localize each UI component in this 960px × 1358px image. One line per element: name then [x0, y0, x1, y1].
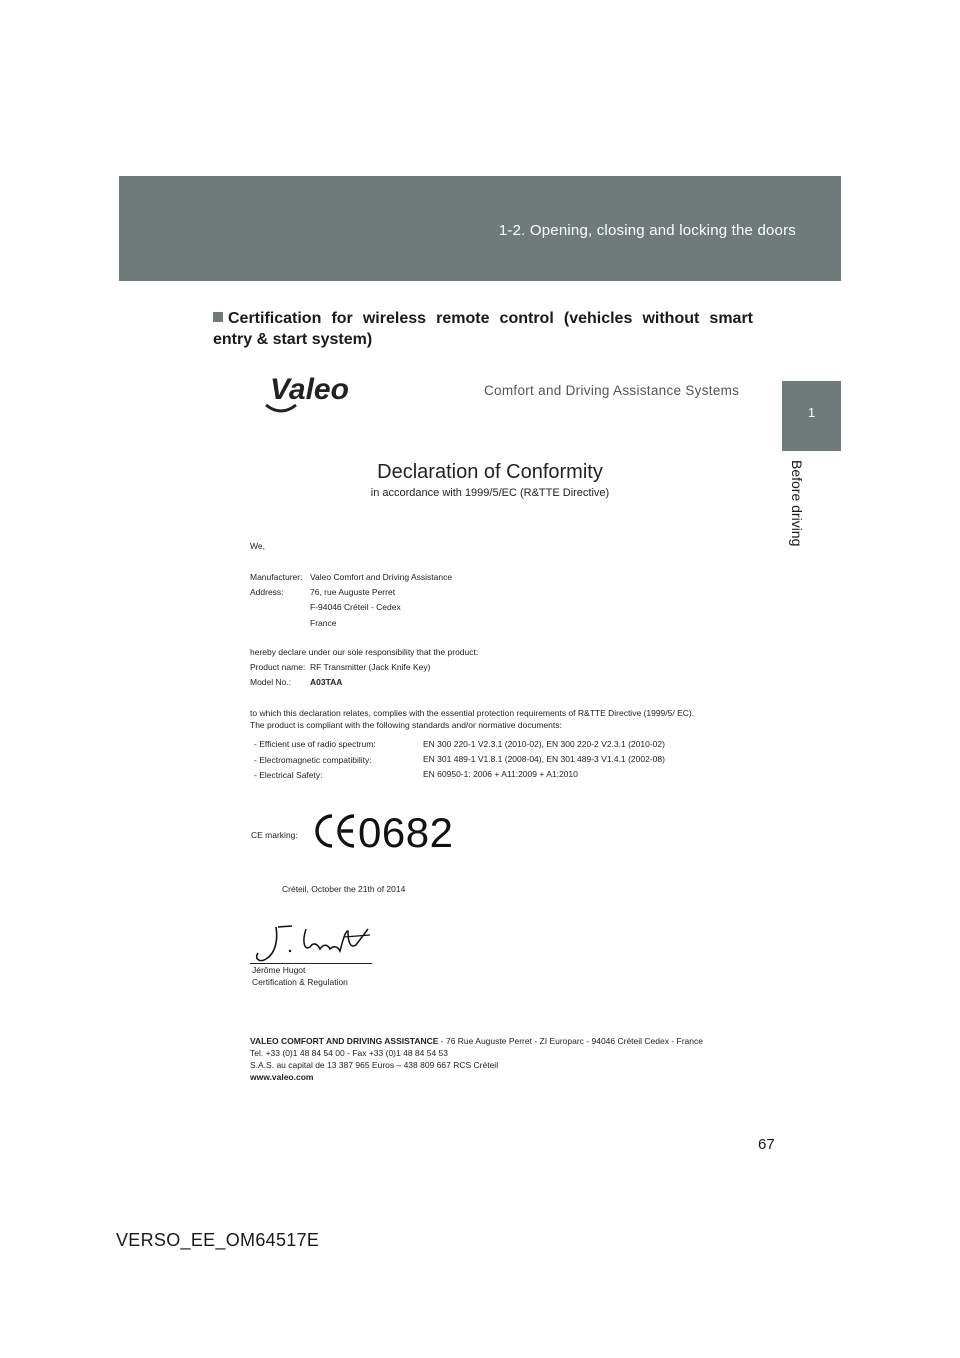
address-label: Address:	[250, 587, 284, 597]
handwritten-signature	[248, 921, 378, 967]
company-website: www.valeo.com	[250, 1072, 314, 1082]
we-text: We,	[250, 541, 265, 551]
company-address: - 76 Rue Auguste Perret - ZI Europarc - 94046 Créteil Cedex - France	[438, 1036, 703, 1046]
standard-label: - Electrical Safety:	[254, 770, 323, 780]
declaration-subtitle: in accordance with 1999/5/EC (R&TTE Directive)	[370, 487, 610, 499]
product-label: Product name:	[250, 662, 306, 672]
address-line: 76, rue Auguste Perret	[310, 587, 396, 597]
chapter-tab	[782, 381, 841, 451]
model-label: Model No.:	[250, 677, 292, 687]
ce-marking-label: CE marking:	[251, 830, 298, 840]
standard-value: EN 60950-1: 2006 + A11:2009 + A1:2010	[423, 769, 578, 779]
standard-value: EN 301 489-1 V1.8.1 (2008-04), EN 301 489-3 V1.4.1 (2002-08)	[423, 754, 665, 764]
company-tel: Tel. +33 (0)1 48 84 54 00 - Fax +33 (0)1 48 84 54 53	[250, 1048, 448, 1058]
company-name: VALEO COMFORT AND DRIVING ASSISTANCE	[250, 1036, 439, 1046]
address-line: F-94046 Créteil - Cedex	[310, 602, 401, 612]
standard-value: EN 300 220-1 V2.3.1 (2010-02), EN 300 220-2 V2.3.1 (2010-02)	[423, 739, 665, 749]
relates-text: The product is compliant with the following standards and/or normative documents:	[250, 720, 562, 730]
signatory-title: Certification & Regulation	[252, 977, 348, 987]
model-value: A03TAA	[310, 677, 343, 687]
section-heading	[213, 308, 753, 350]
section-heading-text: Certification for wireless remote control (vehicles without smart entry & start system)	[213, 310, 753, 348]
company-line	[250, 1036, 703, 1046]
chapter-number: 1	[807, 405, 816, 420]
standard-label: - Efficient use of radio spectrum:	[254, 739, 376, 749]
declare-text: hereby declare under our sole responsibility that the product:	[250, 647, 479, 657]
signatory-name: Jérôme Hugot	[252, 965, 306, 975]
address-line: France	[310, 618, 337, 628]
valeo-logo	[264, 367, 364, 413]
declaration-document	[230, 355, 750, 1105]
chapter-label	[787, 460, 807, 560]
manufacturer-value: Valeo Comfort and Driving Assistance	[310, 572, 453, 582]
declaration-title: Declaration of Conformity	[377, 461, 603, 483]
relates-text: to which this declaration relates, complies with the essential protection requirements of R&TTE Directive (1999/5/ EC).	[250, 708, 695, 718]
square-bullet-icon	[213, 312, 223, 322]
section-title: 1-2. Opening, closing and locking the doors	[498, 222, 796, 239]
standard-label: - Electromagnetic compatibility:	[254, 755, 372, 765]
document-code: VERSO_EE_OM64517E	[116, 1230, 320, 1250]
tagline: Comfort and Driving Assistance Systems	[484, 383, 740, 398]
page-number: 67	[758, 1136, 775, 1153]
manufacturer-label: Manufacturer:	[250, 572, 303, 582]
header-band	[119, 176, 841, 281]
ce-notified-body-number: 0682	[358, 809, 454, 856]
product-value: RF Transmitter (Jack Knife Key)	[310, 662, 431, 672]
valeo-logo-text: Valeo	[270, 373, 349, 406]
company-capital: S.A.S. au capital de 13 387 965 Euros – 438 809 667 RCS Créteil	[250, 1060, 499, 1070]
chapter-label-text: Before driving	[789, 460, 805, 547]
ce-mark-icon	[312, 811, 358, 851]
place-date: Créteil, October the 21th of 2014	[282, 884, 406, 894]
signature-line	[250, 963, 372, 964]
